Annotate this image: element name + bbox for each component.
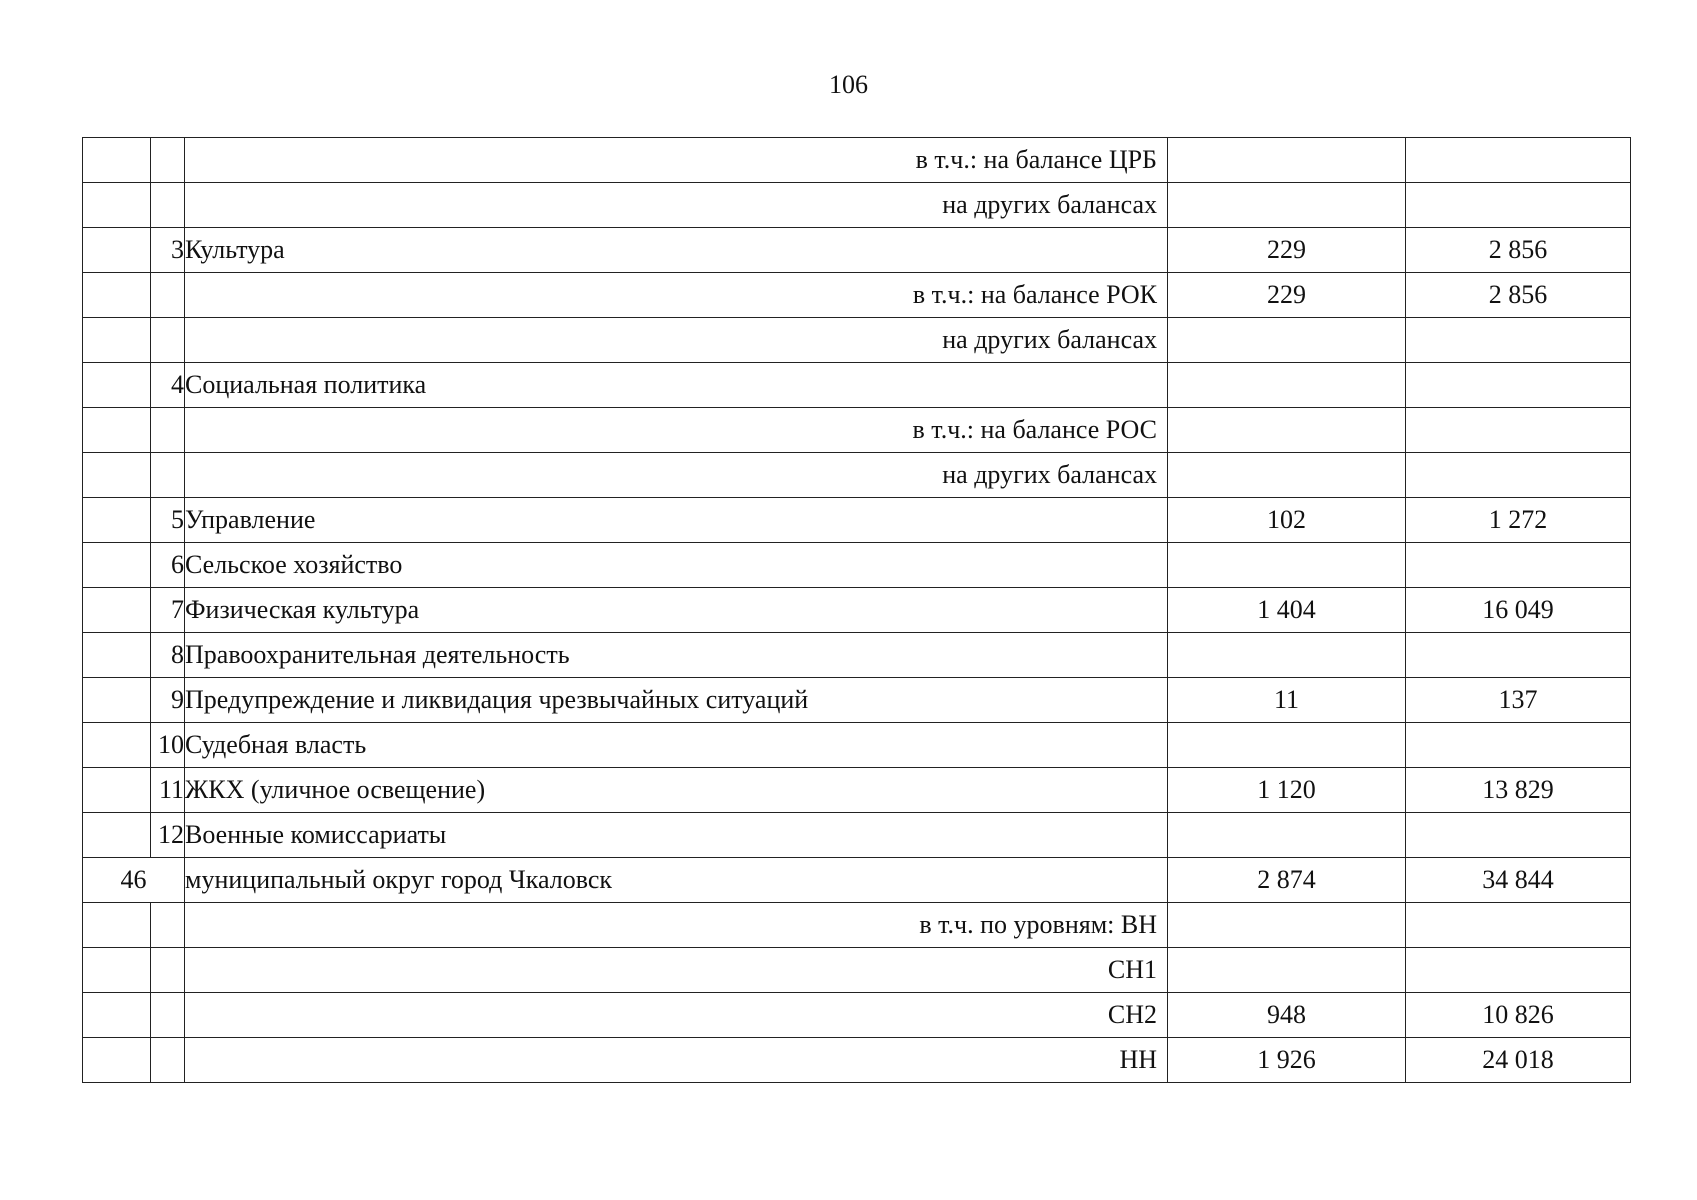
region-number-cell: [83, 363, 151, 408]
value-cell-2: [1406, 363, 1631, 408]
value-cell-2: 137: [1406, 678, 1631, 723]
value-cell-2: [1406, 633, 1631, 678]
value-cell-1: [1168, 813, 1406, 858]
value-cell-2: 2 856: [1406, 273, 1631, 318]
item-number-cell: 6: [151, 543, 185, 588]
value-cell-1: [1168, 948, 1406, 993]
name-cell: на других балансах: [185, 318, 1168, 363]
region-number-cell: [83, 723, 151, 768]
region-number-cell: [83, 588, 151, 633]
region-number-cell: [83, 678, 151, 723]
value-cell-1: [1168, 543, 1406, 588]
value-cell-2: [1406, 903, 1631, 948]
item-number-cell: 4: [151, 363, 185, 408]
table-row: [83, 633, 1631, 678]
table-row: [83, 183, 1631, 228]
page-number: 106: [829, 70, 868, 99]
table-row: [83, 903, 1631, 948]
table-row: [83, 768, 1631, 813]
table-row: [83, 993, 1631, 1038]
item-number-cell: [151, 273, 185, 318]
table-row: [83, 363, 1631, 408]
name-cell: в т.ч.: на балансе РОК: [185, 273, 1168, 318]
value-cell-2: [1406, 183, 1631, 228]
table-row: [83, 453, 1631, 498]
region-number-cell: [83, 813, 151, 858]
name-cell: Культура: [185, 228, 1168, 273]
region-number-cell: 46: [83, 858, 185, 903]
table-row: [83, 1038, 1631, 1083]
table-row: [83, 858, 1631, 903]
value-cell-2: [1406, 948, 1631, 993]
table-row: [83, 498, 1631, 543]
value-cell-2: 16 049: [1406, 588, 1631, 633]
name-cell: Физическая культура: [185, 588, 1168, 633]
value-cell-2: [1406, 543, 1631, 588]
region-number-cell: [83, 273, 151, 318]
name-cell: Управление: [185, 498, 1168, 543]
name-cell: СН1: [185, 948, 1168, 993]
value-cell-2: [1406, 453, 1631, 498]
region-number-cell: [83, 318, 151, 363]
name-cell: муниципальный округ город Чкаловск: [185, 858, 1168, 903]
table-row: [83, 588, 1631, 633]
value-cell-1: 229: [1168, 228, 1406, 273]
name-cell: на других балансах: [185, 183, 1168, 228]
item-number-cell: [151, 1038, 185, 1083]
table-row: [83, 273, 1631, 318]
name-cell: НН: [185, 1038, 1168, 1083]
value-cell-1: [1168, 363, 1406, 408]
item-number-cell: 8: [151, 633, 185, 678]
region-number-cell: [83, 948, 151, 993]
name-cell: Предупреждение и ликвидация чрезвычайных ситуаций: [185, 678, 1168, 723]
name-cell: ЖКХ (уличное освещение): [185, 768, 1168, 813]
item-number-cell: [151, 138, 185, 183]
name-cell: в т.ч. по уровням: ВН: [185, 903, 1168, 948]
region-number-cell: [83, 993, 151, 1038]
value-cell-2: [1406, 138, 1631, 183]
region-number-cell: [83, 453, 151, 498]
value-cell-1: 948: [1168, 993, 1406, 1038]
table-row: [83, 318, 1631, 363]
region-number-cell: [83, 633, 151, 678]
value-cell-2: [1406, 723, 1631, 768]
value-cell-2: [1406, 813, 1631, 858]
value-cell-1: 11: [1168, 678, 1406, 723]
region-number-cell: [83, 408, 151, 453]
table-row: [83, 138, 1631, 183]
region-number-cell: [83, 903, 151, 948]
table-row: [83, 408, 1631, 453]
value-cell-1: [1168, 903, 1406, 948]
value-cell-1: [1168, 408, 1406, 453]
name-cell: Сельское хозяйство: [185, 543, 1168, 588]
value-cell-2: 10 826: [1406, 993, 1631, 1038]
item-number-cell: 5: [151, 498, 185, 543]
value-cell-1: 1 926: [1168, 1038, 1406, 1083]
value-cell-2: 1 272: [1406, 498, 1631, 543]
region-number-cell: [83, 1038, 151, 1083]
value-cell-1: 102: [1168, 498, 1406, 543]
item-number-cell: 7: [151, 588, 185, 633]
name-cell: Социальная политика: [185, 363, 1168, 408]
name-cell: Правоохранительная деятельность: [185, 633, 1168, 678]
region-number-cell: [83, 228, 151, 273]
value-cell-2: [1406, 408, 1631, 453]
name-cell: СН2: [185, 993, 1168, 1038]
item-number-cell: [151, 903, 185, 948]
value-cell-2: 34 844: [1406, 858, 1631, 903]
name-cell: Судебная власть: [185, 723, 1168, 768]
value-cell-1: 1 120: [1168, 768, 1406, 813]
region-number-cell: [83, 183, 151, 228]
region-number-cell: [83, 768, 151, 813]
name-cell: на других балансах: [185, 453, 1168, 498]
item-number-cell: [151, 993, 185, 1038]
item-number-cell: 9: [151, 678, 185, 723]
item-number-cell: [151, 318, 185, 363]
table-row: [83, 543, 1631, 588]
region-number-cell: [83, 138, 151, 183]
name-cell: в т.ч.: на балансе РОС: [185, 408, 1168, 453]
table-row: [83, 813, 1631, 858]
table-row: [83, 948, 1631, 993]
item-number-cell: [151, 453, 185, 498]
data-table: [82, 137, 1631, 1083]
value-cell-2: 13 829: [1406, 768, 1631, 813]
value-cell-2: [1406, 318, 1631, 363]
value-cell-1: [1168, 453, 1406, 498]
value-cell-1: 1 404: [1168, 588, 1406, 633]
table-row: [83, 228, 1631, 273]
value-cell-1: [1168, 138, 1406, 183]
name-cell: в т.ч.: на балансе ЦРБ: [185, 138, 1168, 183]
name-cell: Военные комиссариаты: [185, 813, 1168, 858]
value-cell-1: [1168, 318, 1406, 363]
value-cell-1: [1168, 633, 1406, 678]
value-cell-2: 2 856: [1406, 228, 1631, 273]
value-cell-1: [1168, 183, 1406, 228]
value-cell-1: [1168, 723, 1406, 768]
value-cell-1: 229: [1168, 273, 1406, 318]
item-number-cell: [151, 408, 185, 453]
item-number-cell: [151, 948, 185, 993]
item-number-cell: 3: [151, 228, 185, 273]
region-number-cell: [83, 498, 151, 543]
table-row: [83, 678, 1631, 723]
region-number-cell: [83, 543, 151, 588]
item-number-cell: [151, 183, 185, 228]
value-cell-1: 2 874: [1168, 858, 1406, 903]
item-number-cell: 10: [151, 723, 185, 768]
table-body: [83, 138, 1631, 1083]
item-number-cell: 11: [151, 768, 185, 813]
value-cell-2: 24 018: [1406, 1038, 1631, 1083]
item-number-cell: 12: [151, 813, 185, 858]
table-row: [83, 723, 1631, 768]
